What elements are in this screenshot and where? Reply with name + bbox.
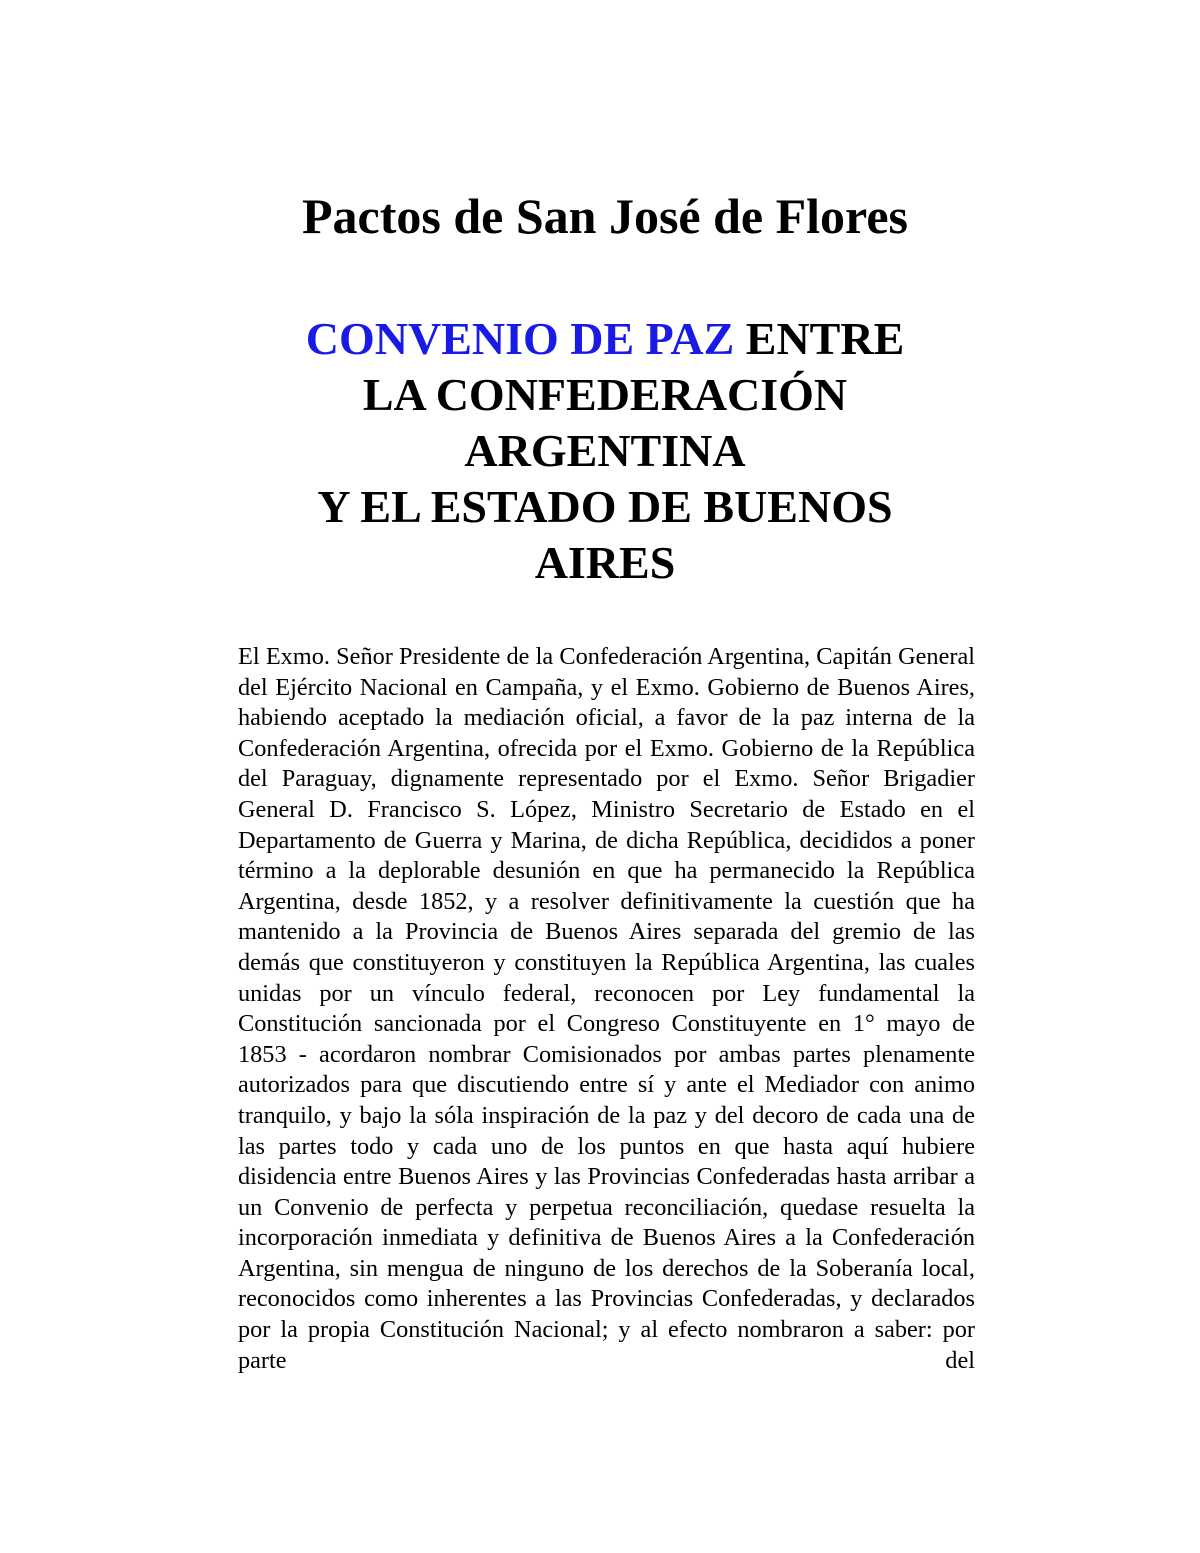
document-title: Pactos de San José de Flores: [302, 188, 908, 244]
subtitle-highlight: CONVENIO DE PAZ: [305, 313, 735, 364]
document-subtitle: [250, 311, 960, 591]
subtitle-line-1-rest: ENTRE: [734, 313, 905, 364]
subtitle-line-3: ARGENTINA: [464, 425, 746, 476]
body-paragraph: El Exmo. Señor Presidente de la Confederación Argentina, Capitán General del Ejército Nacional en Campaña, y el Exmo. Gobierno de Buenos Aires, habiendo aceptado la mediación oficial, a favor de la paz interna de la Confederación Argentina, ofrecida por el Exmo. Gobierno de la República del Paraguay, dignamente representado por el Exmo. Señor Brigadier General D. Francisco S. López, Ministro Secretario de Estado en el Departamento de Guerra y Marina, de dicha República, decididos a poner término a la deplorable desunión en que ha permanecido la República Argentina, desde 1852, y a resolver definitivamente la cuestión que ha mantenido a la Provincia de Buenos Aires separada del gremio de las demás que constituyeron y constituyen la República Argentina, las cuales unidas por un vínculo federal, reconocen por Ley fundamental la Constitución sancionada por el Congreso Constituyente en 1° mayo de 1853 - acordaron nombrar Comisionados por ambas partes plenamente autorizados para que discutiendo entre sí y ante el Mediador con animo tranquilo, y bajo la sóla inspiración de la paz y del decoro de cada una de las partes todo y cada uno de los puntos en que hasta aquí hubiere disidencia entre Buenos Aires y las Provincias Confederadas hasta arribar a un Convenio de perfecta y perpetua reconciliación, quedase resuelta la incorporación inmediata y definitiva de Buenos Aires a la Confederación Argentina, sin mengua de ninguno de los derechos de la Soberanía local, reconocidos como inherentes a las Provincias Confederadas, y declarados por la propia Constitución Nacional; y al efecto nombraron a saber: por parte del: [238, 643, 975, 1374]
subtitle-line-4: Y EL ESTADO DE BUENOS: [317, 481, 893, 532]
subtitle-line-5: AIRES: [534, 537, 676, 588]
subtitle-line-2: LA CONFEDERACIÓN: [362, 369, 848, 420]
subtitle-line-1: [250, 311, 960, 367]
